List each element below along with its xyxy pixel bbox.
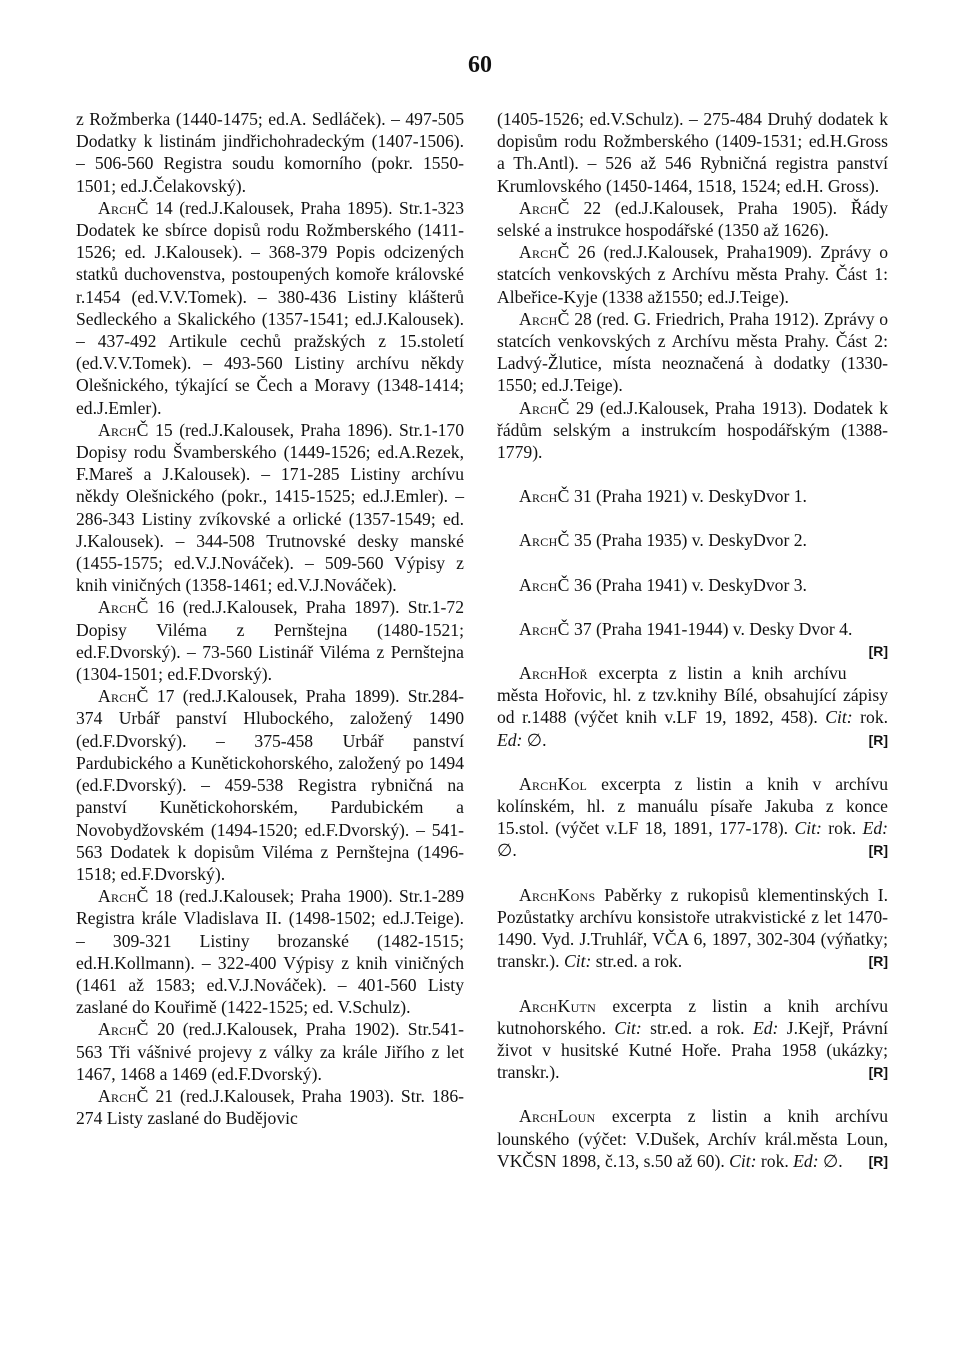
cit-label: Cit: xyxy=(614,1017,642,1038)
right-column xyxy=(497,108,888,1172)
revision-flag: [R] xyxy=(868,643,888,660)
entry-continued: z Rožmberka (1440-1475; ed.A. Sedláček). – 497-505 Dodatky k listinám jindřichohradeckým (1407-1506). – 506-560 Registra soudu komorního (pokr. 1550-1501; ed.J.Čelakovský). xyxy=(76,109,464,196)
entry-archc-28: ArchČ 28 (red. G. Friedrich, Praha 1912). Zprávy o statcích venkovských z Archívu města Prahy. Část 2: Ladvý-Žlutice, místa neoznačená à dodatky (1330-1550; ed.J.Teige). xyxy=(497,308,888,396)
revision-flag: [R] xyxy=(868,731,888,748)
ed-label: Ed: xyxy=(497,729,523,750)
entry-archc-14: ArchČ 14 (red.J.Kalousek, Praha 1895). Str.1-323 Dodatek ke sbírce dopisů rodu Rožmberského (1411-1526; ed. J.Kalousek). – 368-379 Popis odcizených statků duchovenstva, postoupených komoře královské r.1454 (ed.V.V.Tomek). – 380-436 Listiny klášterů Sedleckého a Skalického (1357-1541; ed.J.Kalousek). – 437-492 Artikule cechů pražských z 15.století (ed.V.V.Tomek). – 493-560 Listiny archívu někdy Olešnického, týkající se Čech a Moravy (1348-1414; ed.J.Emler). xyxy=(76,197,464,418)
entry-prefix: ArchČ xyxy=(98,197,149,218)
entry-archc-35: ArchČ 35 (Praha 1935) v. DeskyDvor 2. xyxy=(519,530,807,551)
ed-label: Ed: xyxy=(862,818,889,839)
cit-label: Cit: xyxy=(794,818,822,839)
entry-archc-18: ArchČ 18 (red.J.Kalousek; Praha 1900). Str.1-289 Registra krále Vladislava II. (1498-1502; ed.J.Teige). – 309-321 Listiny brozanské (1482-1515; ed.H.Kollmann). – 322-400 Výpisy z knih viničných (1461 až 1583; ed.V.J.Nováček). – 401-560 Listy zaslané do Kouřimě (1422-1525; ed. V.Schulz). xyxy=(76,886,464,1018)
entry-prefix: ArchČ xyxy=(98,597,149,618)
entry-prefix: ArchČ xyxy=(98,886,149,907)
revision-flag: [R] xyxy=(868,1152,888,1169)
entry-prefix: ArchKons xyxy=(519,884,596,905)
entry-archc-17: ArchČ 17 (red.J.Kalousek, Praha 1899). Str.284-374 Urbář panství Hlubockého, založený 1490 (ed.F.Dvorský). – 375-458 Urbář panství Pardubického a Kunětickohorského, založený po 1494 (ed.F.Dvorský). – 459-538 Registra rybničná na panství Kunětickohorském, Pardubickém a Novobydžovském (1494-1520; ed.F.Dvorský). – 541-563 Dodatek k dopisům Viléma z Pernštejna (1496-1518; ed.F.Dvorský). xyxy=(76,686,464,884)
entry-archc-22: ArchČ 22 (ed.J.Kalousek, Praha 1905). Řády selské a instrukce hospodářské (1350 až 1626). xyxy=(497,197,888,241)
entry-archc-16: ArchČ 16 (red.J.Kalousek, Praha 1897). Str.1-72 Dopisy Viléma z Pernštejna (1480-1521; ed.F.Dvorský). – 73-560 Listinář Viléma z Pernštejna (1304-1501; ed.F.Dvorský). xyxy=(76,597,464,685)
entry-archc-31: ArchČ 31 (Praha 1921) v. DeskyDvor 1. xyxy=(519,486,807,507)
entry-archc-36: ArchČ 36 (Praha 1941) v. DeskyDvor 3. xyxy=(519,574,807,595)
entry-prefix: ArchKutn xyxy=(519,995,597,1016)
entry-prefix: ArchČ xyxy=(98,1019,149,1040)
entry-prefix: ArchČ xyxy=(519,530,570,551)
entry-prefix: ArchČ xyxy=(519,618,570,639)
cit-label: Cit: xyxy=(825,707,853,728)
entry-prefix: ArchKol xyxy=(519,773,588,794)
entry-prefix: ArchČ xyxy=(519,242,570,263)
entry-archkutn: ArchKutn excerpta z listin a knih archívu kutnohorského. Cit: str.ed. a rok. Ed: J.Kejř, Právní život v husitské Kutné Hoře. Praha 1958 (ukázky; transkr.). [R] xyxy=(497,995,888,1083)
entry-archkol: ArchKol excerpta z listin a knih v archívu kolínském, hl. z manuálu písaře Jakuba z konce 15.stol. (výčet v.LF 18, 1891, 177-178). Cit: rok. Ed: ∅. [R] xyxy=(497,773,889,861)
entry-prefix: ArchČ xyxy=(98,1085,149,1106)
entry-archc-20: ArchČ 20 (red.J.Kalousek, Praha 1902). Str.541-563 Tři vášnivé projevy z války za krále Jiřího z let 1467, 1468 a 1469 (ed.F.Dvorský). xyxy=(76,1019,464,1084)
cit-label: Cit: xyxy=(563,951,592,972)
entry-archc-15: ArchČ 15 (red.J.Kalousek, Praha 1896). Str.1-170 Dopisy rodu Švamberského (1449-1526; ed.A.Rezek, F.Mareš a J.Kalousek). – 171-285 Listiny archívu někdy Olešnického (pokr., 1415-1525; ed.J.Emler). – 286-343 Listiny zvíkovské a orlické (1357-1549; ed. J.Kalousek). – 344-508 Trutnovské desky manské (1455-1575; ed.V.J.Nováček). – 509-560 Výpisy z knih viničných (1358-1461; ed.V.J.Nováček). xyxy=(76,419,464,596)
page-number: 60 xyxy=(468,52,492,78)
entry-archc-26: ArchČ 26 (red.J.Kalousek, Praha1909). Zprávy o statcích venkovských z Archívu města Prahy. Část 1: Albeřice-Kyje (1338 až1550; ed.J.Teige). xyxy=(497,242,888,307)
left-column xyxy=(76,108,464,1129)
entry-prefix: ArchLoun xyxy=(519,1106,596,1127)
entry-continued: (1405-1526; ed.V.Schulz). – 275-484 Druhý dodatek k dopisům rodu Rožmberského (1409-1531; ed.H.Gross a Th.Antl). – 526 až 546 Rybničná registra panství Krumlovského (1450-1464, 1518, 1524; ed.H. Gross). xyxy=(497,109,888,196)
entry-prefix: ArchČ xyxy=(519,197,570,218)
entry-prefix: ArchČ xyxy=(519,486,570,507)
entry-prefix: ArchČ xyxy=(519,308,570,329)
ed-label: Ed: xyxy=(752,1017,779,1038)
entry-archhor: ArchHoř excerpta z listin a knih archívu města Hořovic, hl. z tzv.knihy Bílé, obsahující zápisy od r.1488 (výčet knih v.LF 19, 1892, 458). Cit: rok. Ed: ∅. [R] xyxy=(497,663,889,750)
entry-archloun: ArchLoun excerpta z listin a knih archívu lounského (výčet: V.Dušek, Archív král.města Loun, VKČSN 1898, č.13, s.50 až 60). Cit: rok. Ed: ∅. [R] xyxy=(497,1106,888,1171)
revision-flag: [R] xyxy=(868,842,888,859)
entry-archc-37: ArchČ 37 (Praha 1941-1944) v. Desky Dvor 4. [R] xyxy=(497,618,888,640)
revision-flag: [R] xyxy=(868,953,888,970)
entry-prefix: ArchČ xyxy=(98,419,149,440)
entry-prefix: ArchHoř xyxy=(519,663,588,684)
entry-archc-21: ArchČ 21 (red.J.Kalousek, Praha 1903). Str. 186-274 Listy zaslané do Budějovic xyxy=(76,1085,464,1129)
revision-flag: [R] xyxy=(868,1064,888,1081)
entry-archkons: ArchKons Paběrky z rukopisů klementinských I. Pozůstatky archívu konsistoře utrakvistické z let 1470-1490. Vyd. J.Truhlář, VČA 6, 1897, 302-304 (výňatky; transkr.). Cit: str.ed. a rok. [R] xyxy=(497,884,888,972)
cit-label: Cit: xyxy=(729,1150,757,1171)
entry-prefix: ArchČ xyxy=(98,686,149,707)
entry-prefix: ArchČ xyxy=(519,397,570,418)
entry-prefix: ArchČ xyxy=(519,574,570,595)
ed-label: Ed: xyxy=(793,1150,819,1171)
entry-archc-29: ArchČ 29 (ed.J.Kalousek, Praha 1913). Dodatek k řádům selským a instrukcím hospodářským (1388-1779). xyxy=(497,397,888,463)
